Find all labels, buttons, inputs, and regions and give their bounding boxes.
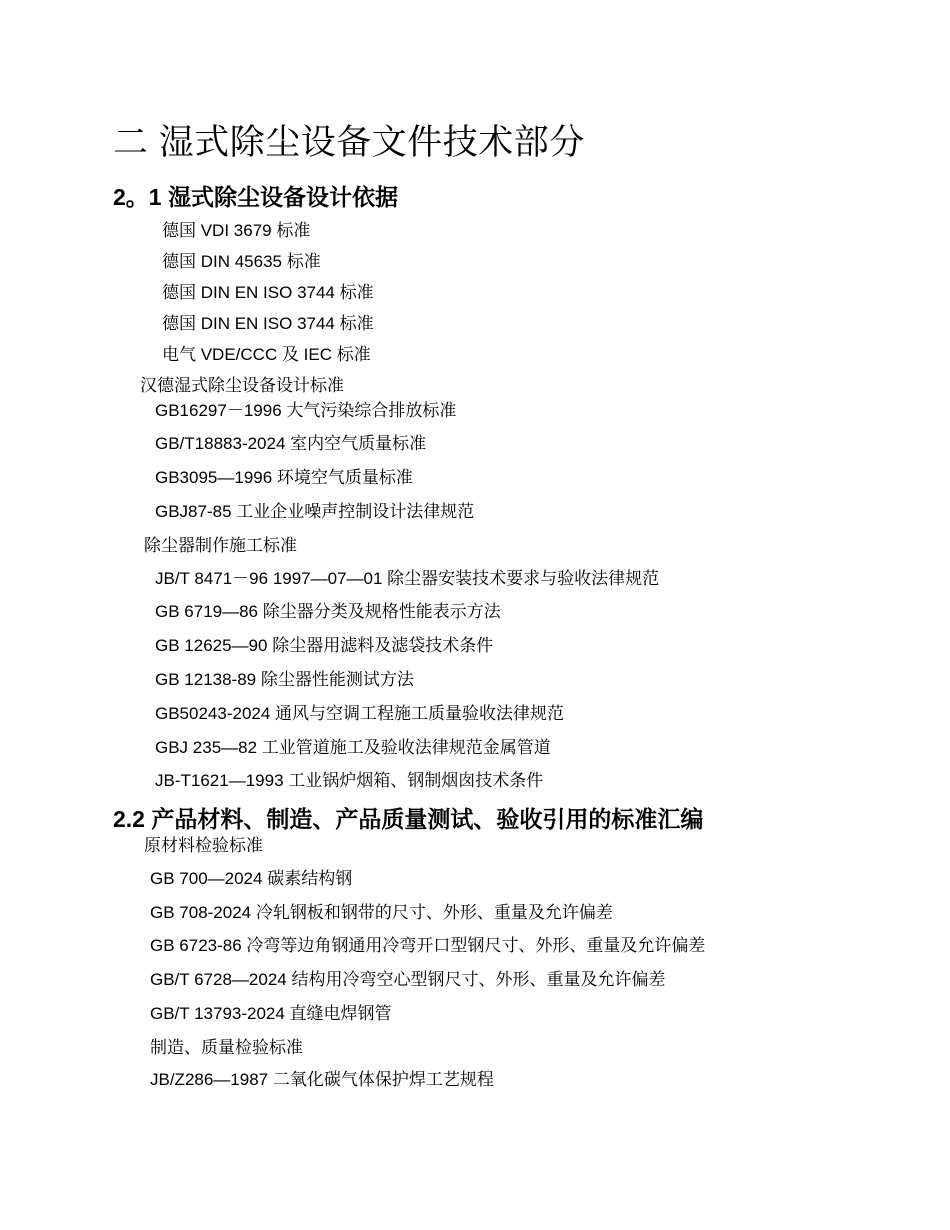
standard-item: GBJ87-85 工业企业噪声控制设计法律规范 <box>155 502 475 521</box>
subheading-construction-standards: 除尘器制作施工标准 <box>144 536 297 555</box>
standard-item: GB3095—1996 环境空气质量标准 <box>155 468 413 487</box>
subheading-raw-material-standards: 原材料检验标准 <box>144 836 263 855</box>
standard-item: 德国 DIN 45635 标准 <box>162 252 321 271</box>
standard-item: 电气 VDE/CCC 及 IEC 标准 <box>162 345 371 364</box>
standard-item: GB 6719—86 除尘器分类及规格性能表示方法 <box>155 602 501 621</box>
standard-item: JB-T1621—1993 工业锅炉烟箱、钢制烟囱技术条件 <box>155 771 544 790</box>
standard-item: GB 708-2024 冷轧钢板和钢带的尺寸、外形、重量及允许偏差 <box>150 903 613 922</box>
standard-item: GB 12625—90 除尘器用滤料及滤袋技术条件 <box>155 636 494 655</box>
standard-item: 德国 DIN EN ISO 3744 标准 <box>162 314 374 333</box>
section-heading-2-1: 2。1 湿式除尘设备设计依据 <box>113 184 398 210</box>
standard-item: GB 12138-89 除尘器性能测试方法 <box>155 670 414 689</box>
standard-item: GB16297－1996 大气污染综合排放标准 <box>155 401 457 420</box>
standard-item: 德国 DIN EN ISO 3744 标准 <box>162 283 374 302</box>
standard-item: GB/T 13793-2024 直缝电焊钢管 <box>150 1004 392 1023</box>
standard-item: GBJ 235—82 工业管道施工及验收法律规范金属管道 <box>155 738 551 757</box>
standard-item: GB 6723-86 冷弯等边角钢通用冷弯开口型钢尺寸、外形、重量及允许偏差 <box>150 936 706 955</box>
standard-item: JB/Z286—1987 二氧化碳气体保护焊工艺规程 <box>150 1070 494 1089</box>
standard-item: GB/T 6728—2024 结构用冷弯空心型钢尺寸、外形、重量及允许偏差 <box>150 970 666 989</box>
standard-item: JB/T 8471－96 1997—07—01 除尘器安装技术要求与验收法律规范 <box>155 569 660 588</box>
subheading-manufacturing-standards: 制造、质量检验标准 <box>150 1038 303 1057</box>
standard-item: GB/T18883-2024 室内空气质量标准 <box>155 434 427 453</box>
subheading-design-standards: 汉德湿式除尘设备设计标准 <box>140 376 344 395</box>
standard-item: 德国 VDI 3679 标准 <box>162 221 311 240</box>
page-title: 二 湿式除尘设备文件技术部分 <box>113 123 585 162</box>
standard-item: GB 700—2024 碳素结构钢 <box>150 869 353 888</box>
section-heading-2-2: 2.2 产品材料、制造、产品质量测试、验收引用的标准汇编 <box>113 806 704 832</box>
standard-item: GB50243-2024 通风与空调工程施工质量验收法律规范 <box>155 704 565 723</box>
